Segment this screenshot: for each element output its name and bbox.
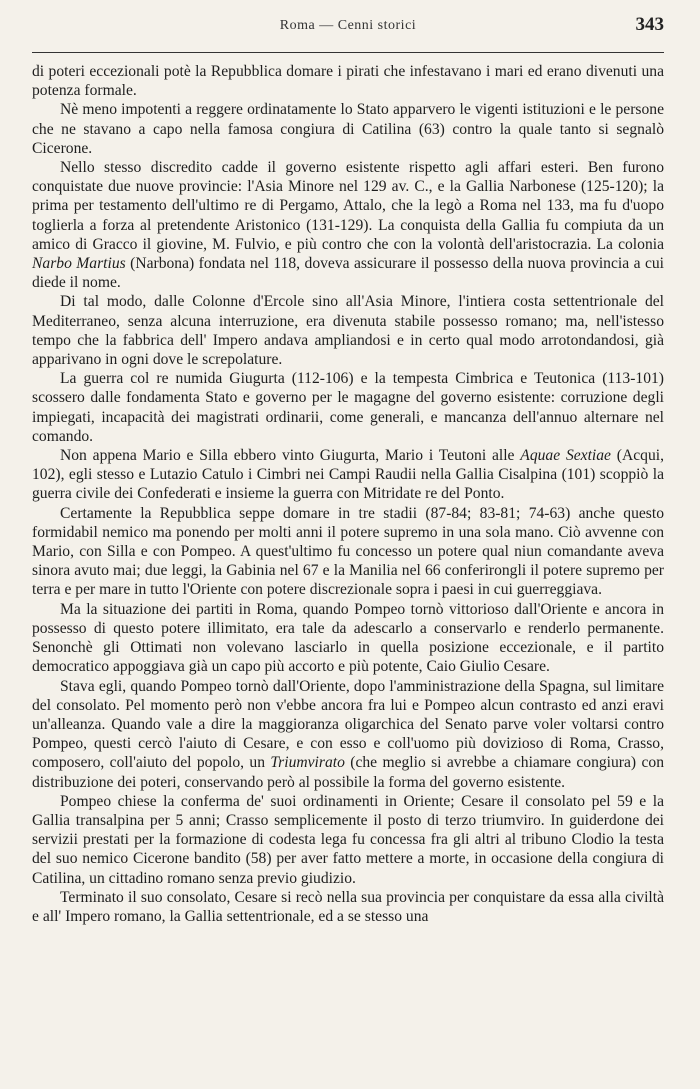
- paragraph: [32, 369, 664, 446]
- paragraph: [32, 292, 664, 369]
- body-text: [32, 62, 664, 926]
- text-run: Certamente la Repubblica seppe domare in tre stadii (87-84; 83-81; 74-63) anche questo formidabil nemico ma ponendo per molti anni il potere supremo in una sola mano. Ciò avvenne con Mario, con Silla e con Pompeo. A quest'ultimo fu concesso un potere qual niun comandante aveva sinora avuto mai; due leggi, la Gabinia nel 67 e la Manilia nel 66 conferirongli il potere supremo per terra e per mare in tutto l'Oriente con potere discrezionale sopra i paesi in cui guerreggiava.: [32, 504, 664, 599]
- paragraph: [32, 446, 664, 504]
- paragraph: [32, 600, 664, 677]
- text-run: Nè meno impotenti a reggere ordinatamente lo Stato apparvero le vigenti istituzioni e le persone che ne stavano a capo nella famosa congiura di Catilina (63) contro la quale tanto si segnalò Cicerone.: [32, 101, 664, 157]
- page-header: [32, 12, 664, 46]
- text-run: (Narbona) fondata nel 118, doveva assicurare il possesso della nuova provincia a cui diede il nome.: [32, 255, 664, 292]
- text-run: La guerra col re numida Giugurta (112-106) e la tempesta Cimbrica e Teutonica (113-101) scossero dalle fondamenta Stato e governo per le magagne del governo esistente: corruzione degli impiegati, incapacità dei magistrati ordinarii, come generali, e mancanza dell'annuo alternare nel comando.: [32, 370, 664, 445]
- text-run: Di tal modo, dalle Colonne d'Ercole sino all'Asia Minore, l'intiera costa settentrionale del Mediterraneo, senza alcuna interruzione, era divenuta stabile possesso romano; ma, nell'istesso tempo che la fabbrica dell' Impero andava ampliandosi e in certo qual modo arrotondandosi, già apparivano in ogni dove le screpolature.: [32, 293, 664, 369]
- text-run: Non appena Mario e Silla ebbero vinto Giugurta, Mario i Teutoni alle: [60, 447, 521, 465]
- header-rule: [32, 52, 664, 53]
- paragraph: [32, 100, 664, 158]
- text-run: (Acqui, 102), egli stesso e Lutazio Catulo i Cimbri nei Campi Raudii nella Gallia Cisalpina (101) scoppiò la guerra civile dei Confederati e insieme la guerra con Mitridate re del Ponto.: [32, 447, 664, 503]
- text-run: (che meglio si avrebbe a chiamare congiura) con distribuzione dei poteri, conservando però al possibile la forma del governo esistente.: [32, 754, 664, 791]
- text-run: di poteri eccezionali potè la Repubblica domare i pirati che infestavano i mari ed erano divenuti una potenza formale.: [32, 63, 664, 100]
- text-run: Terminato il suo consolato, Cesare si recò nella sua provincia per conquistare da essa alla civiltà e all' Impero romano, la Gallia settentrionale, ed a se stesso una: [32, 888, 664, 925]
- text-run: Stava egli, quando Pompeo tornò dall'Oriente, dopo l'amministrazione della Spagna, sul limitare del consolato. Pel momento però non v'ebbe ancora fra lui e Pompeo alcun contrasto ed anzi eravi un'alleanza. Quando vale a dire la maggioranza oligarchica del Senato parve voler voltarsi contro Pompeo, questi cercò l'aiuto di Cesare, e con esso e coll'uomo più dovizioso di Roma, Crasso, composero, coll'aiuto del popolo, un: [32, 677, 664, 772]
- running-title: Roma — Cenni storici: [279, 18, 417, 33]
- text-run: Ma la situazione dei partiti in Roma, quando Pompeo tornò vittorioso dall'Oriente e ancora in possesso di questo potere illimitato, era tale da adescarlo a conservarlo e renderlo permanente. Senonchè gli Ottimati non volevano lasciarlo in quella posizione eccezionale, e il partito democratico appoggiava già un capo più accorto e più potente, Caio Giulio Cesare.: [32, 600, 664, 676]
- text-run: Nello stesso discredito cadde il governo esistente rispetto agli affari esteri. Ben furono conquistate due nuove provincie: l'Asia Minore nel 129 av. C., e la Gallia Narbonese (125-120); la prima per testamento dell'ultimo re di Pergamo, Attalo, che la legò a Roma nel 133, ma fu d'uopo toglierla a forza al pretendente Aristonico (131-129). La conquista della Gallia fu compiuta da un amico di Gracco il giovine, M. Fulvio, e più contro che con la volontà dell'aristocrazia. La colonia: [32, 159, 664, 253]
- paragraph: [32, 504, 664, 600]
- paragraph: [32, 677, 664, 792]
- paragraph: [32, 888, 664, 926]
- paragraph: [32, 158, 664, 292]
- italic-text: Triumvirato: [270, 754, 345, 772]
- paragraph: [32, 792, 664, 888]
- paragraph: [32, 62, 664, 100]
- text-run: Pompeo chiese la conferma de' suoi ordinamenti in Oriente; Cesare il consolato pel 59 e la Gallia transalpina per 5 anni; Crasso semplicemente il posto di terzo triumviro. In guiderdone dei servizii prestati per la formazione di codesta lega fu concessa fra gli altri al tribuno Clodio la testa del suo nemico Cicerone bandito (58) per aver fatto mettere a morte, in occasione della congiura di Catilina, un cittadino romano senza previo giudizio.: [32, 792, 664, 887]
- page-number: 343: [635, 14, 664, 35]
- italic-text: Narbo Martius: [32, 255, 126, 273]
- italic-text: Aquae Sextiae: [520, 447, 611, 465]
